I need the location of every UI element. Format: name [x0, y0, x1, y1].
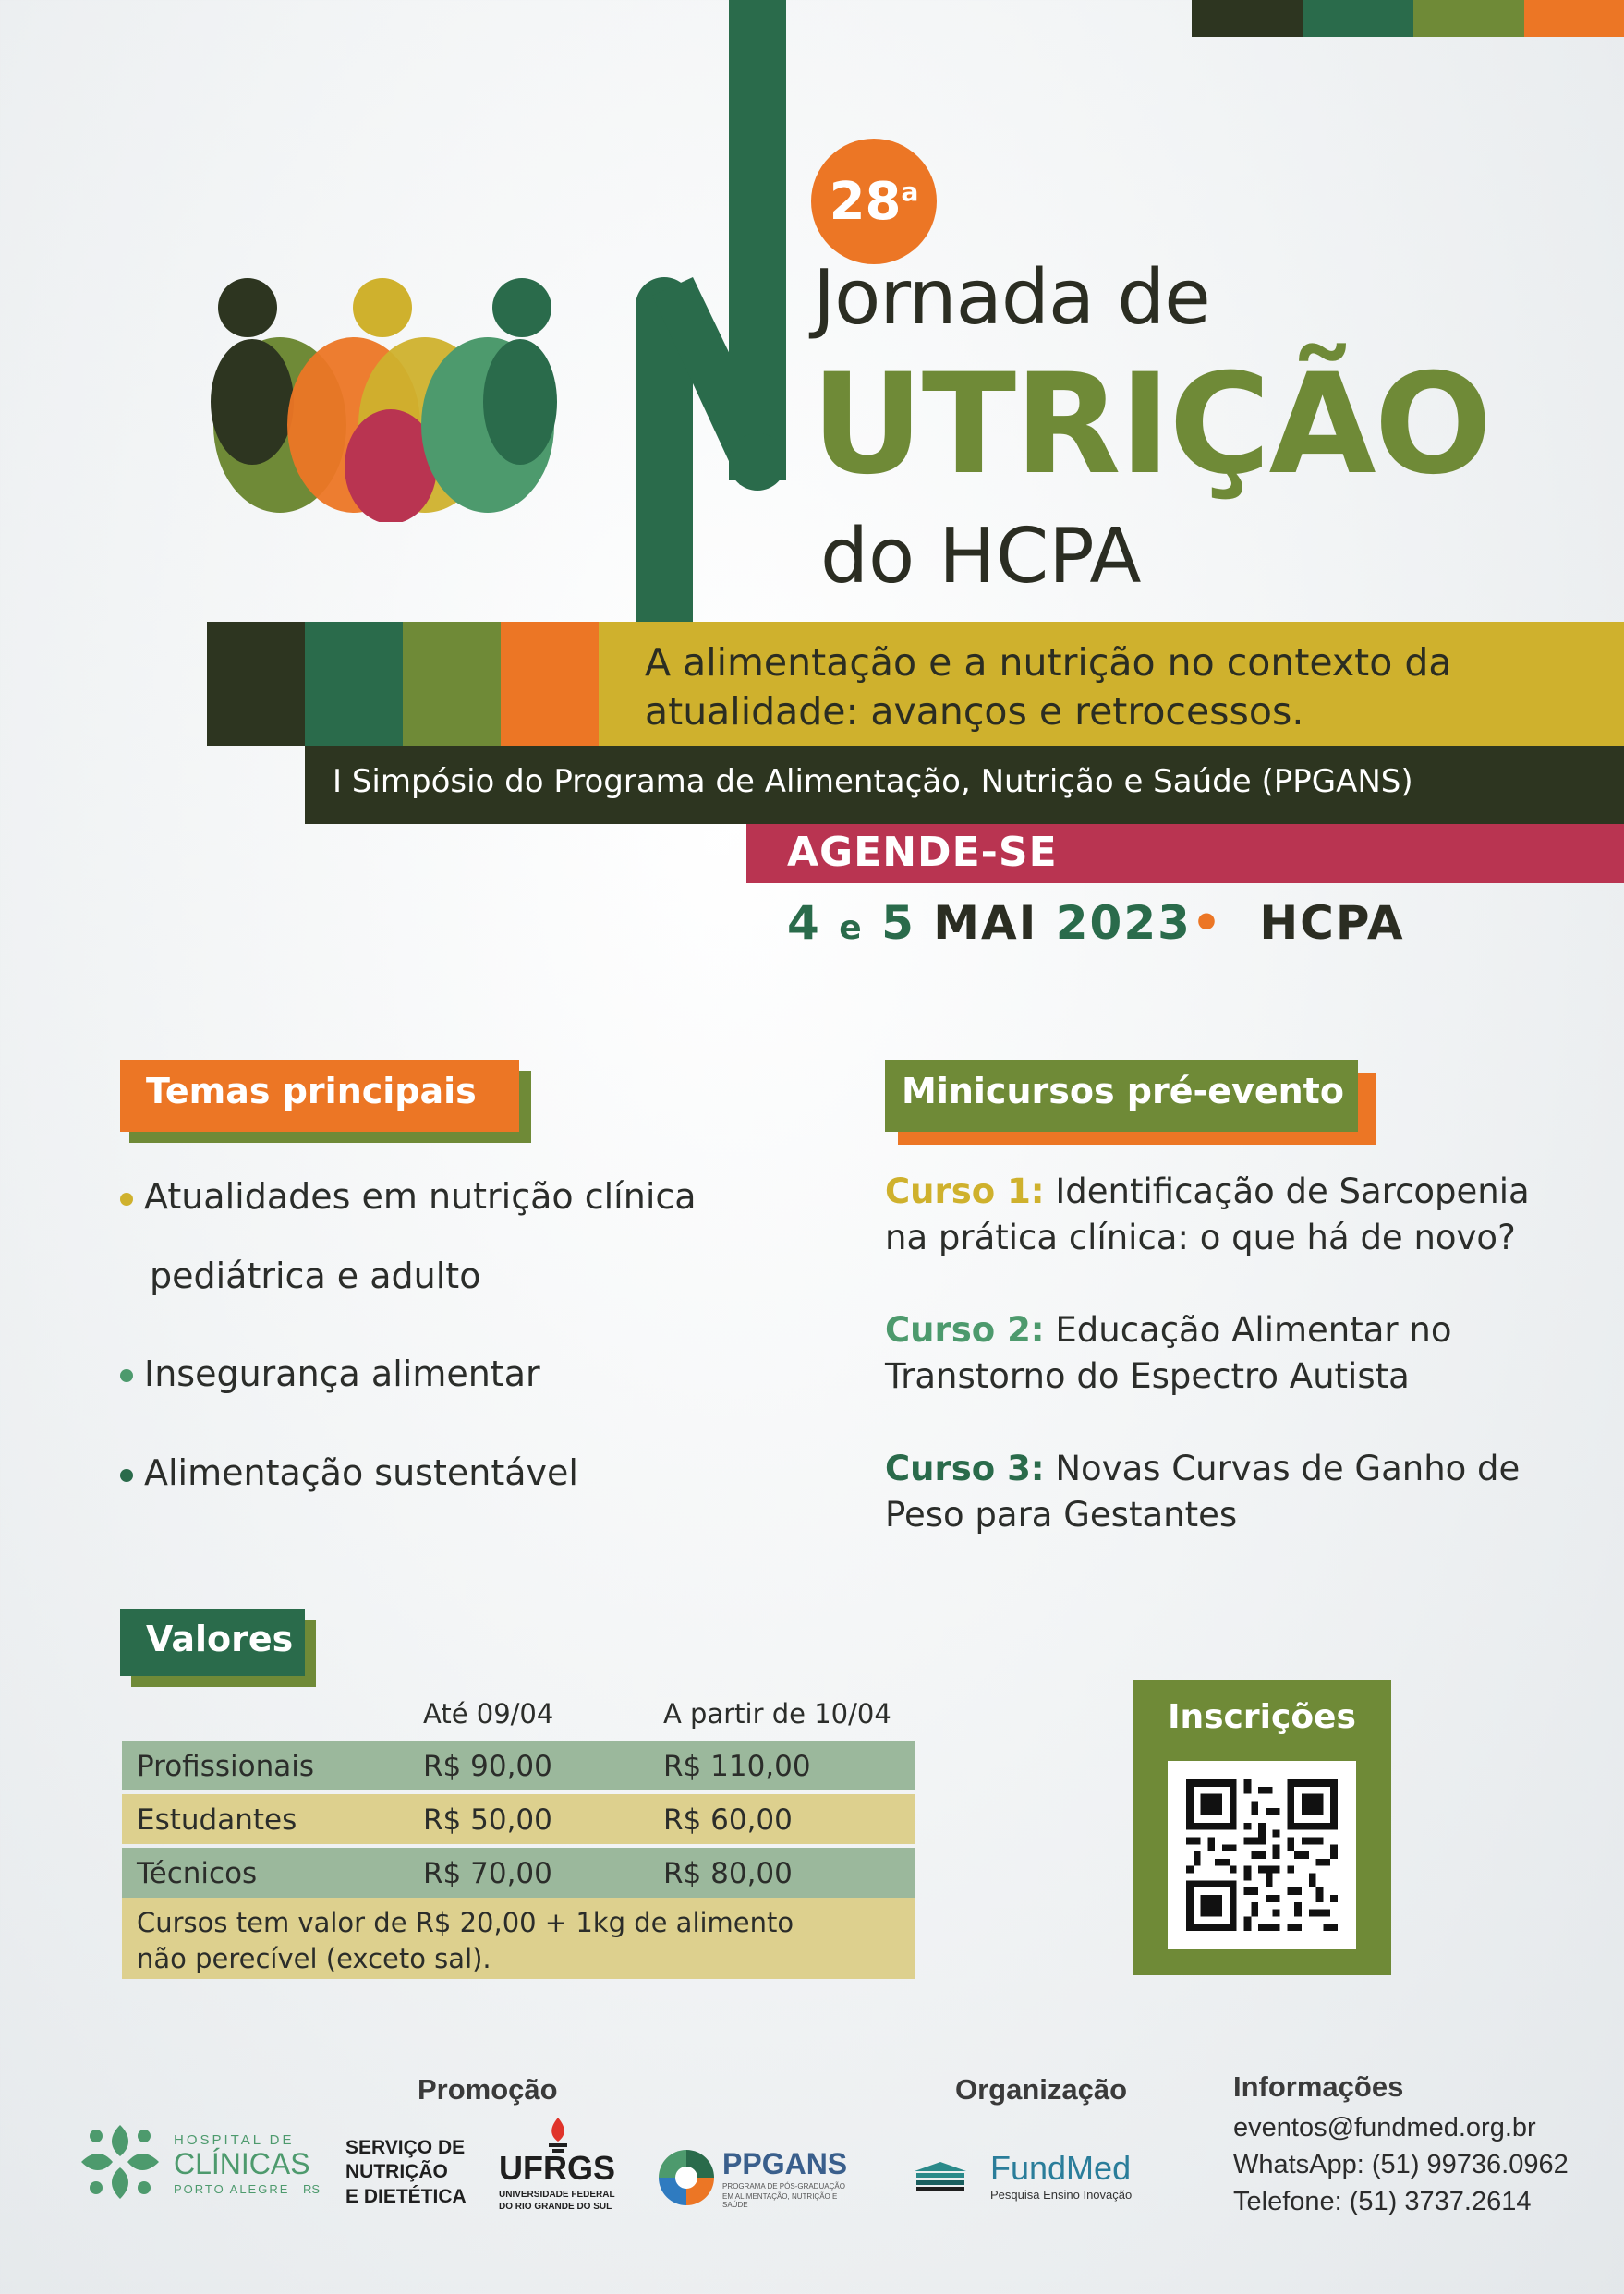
snd-line-2: NUTRIÇÃO: [345, 2161, 448, 2183]
courses-heading: Minicursos pré-evento: [885, 1060, 1376, 1145]
table-row: [122, 1848, 915, 1898]
date-month: MAI: [933, 896, 1038, 950]
snd-line-3: E DIETÉTICA: [345, 2185, 467, 2207]
theme-item: Alimentação sustentável: [120, 1454, 785, 1493]
edition-number: 28: [829, 171, 902, 232]
contact-whatsapp[interactable]: WhatsApp: (51) 99736.0962: [1233, 2150, 1569, 2180]
price-category: Profissionais: [137, 1750, 314, 1783]
fundmed-name: FundMed: [990, 2149, 1132, 2187]
ppgans-sub-1: PROGRAMA DE PÓS-GRADUAÇÃO: [722, 2182, 845, 2191]
title-hcpa: do HCPA: [820, 513, 1142, 601]
hc-line-3: PORTO ALEGRE: [174, 2182, 290, 2196]
date-year: 2023: [1055, 896, 1192, 950]
price-note-line-1: Cursos tem valor de R$ 20,00 + 1kg de alimento: [137, 1907, 794, 1938]
course-item: Curso 2: Educação Alimentar no Transtorno do Espectro Autista: [885, 1309, 1452, 1396]
table-row: [122, 1794, 915, 1844]
ufrgs-name: UFRGS: [499, 2149, 615, 2187]
price-col-late: A partir de 10/04: [663, 1698, 891, 1730]
date-separator: •: [1191, 896, 1223, 950]
price-category: Técnicos: [137, 1857, 258, 1890]
price-late: R$ 80,00: [663, 1857, 793, 1890]
ppgans-logo: [656, 2147, 859, 2212]
people-logo-icon: [211, 273, 562, 522]
date-day-1: 4: [787, 896, 821, 950]
top-color-strip: [1192, 0, 1624, 37]
promo-heading: Promoção: [418, 2073, 558, 2106]
ufrgs-logo: [495, 2116, 634, 2217]
edition-suffix: a: [901, 176, 919, 207]
ppgans-sub-2: EM ALIMENTAÇÃO, NUTRIÇÃO E SAÚDE: [722, 2192, 838, 2209]
price-early: R$ 50,00: [423, 1803, 552, 1837]
ufrgs-sub-1: UNIVERSIDADE FEDERAL: [499, 2190, 615, 2200]
themes-heading: Temas principais: [120, 1060, 531, 1143]
title-nutricao: UTRIÇÃO: [811, 345, 1491, 505]
ppgans-circle-icon: [656, 2147, 717, 2208]
price-early: R$ 90,00: [423, 1750, 552, 1783]
qr-code-icon[interactable]: [1168, 1761, 1356, 1949]
edition-badge: [811, 139, 937, 264]
color-bars: [207, 622, 599, 746]
hospital-clinicas-logo: [78, 2116, 327, 2208]
theme-item: Insegurança alimentar: [120, 1355, 785, 1394]
event-subtitle: [599, 622, 1624, 746]
ufrgs-sub-2: DO RIO GRANDE DO SUL: [499, 2202, 612, 2212]
contact-info: [1233, 2109, 1569, 2220]
bullet-icon: [120, 1469, 133, 1482]
course-item: Curso 3: Novas Curvas de Ganho de Peso para Gestantes: [885, 1448, 1521, 1535]
title-jornada: Jornada de: [813, 254, 1210, 342]
fundmed-building-icon: [911, 2158, 970, 2191]
courses-list: [885, 1169, 1550, 1538]
event-date: [787, 896, 1405, 950]
price-note: [122, 1898, 915, 1979]
contact-phone[interactable]: Telefone: (51) 3737.2614: [1233, 2187, 1532, 2217]
hospital-cross-icon: [78, 2116, 163, 2208]
agende-se-banner: AGENDE-SE: [746, 824, 1624, 883]
theme-item-cont: pediátrica e adulto: [150, 1255, 481, 1296]
themes-list: [120, 1178, 785, 1493]
price-late: R$ 110,00: [663, 1750, 811, 1783]
hc-line-4: RS: [303, 2182, 321, 2196]
date-and: e: [839, 909, 864, 947]
date-day-2: 5: [881, 896, 915, 950]
hc-line-1: HOSPITAL DE: [174, 2132, 295, 2148]
big-letter-n: [634, 0, 818, 632]
hc-line-2: CLÍNICAS: [174, 2147, 310, 2180]
subtitle-line-2: atualidade: avanços e retrocessos.: [645, 689, 1304, 734]
prices-heading: Valores: [120, 1609, 316, 1687]
simposio-banner: I Simpósio do Programa de Alimentação, Nutrição e Saúde (PPGANS): [305, 746, 1624, 824]
bullet-icon: [120, 1193, 133, 1206]
price-late: R$ 60,00: [663, 1803, 793, 1837]
course-item: Curso 1: Identificação de Sarcopenia na prática clínica: o que há de novo?: [885, 1171, 1530, 1257]
bullet-icon: [120, 1369, 133, 1382]
registration-box[interactable]: [1133, 1680, 1391, 1975]
fundmed-sub: Pesquisa Ensino Inovação: [990, 2188, 1133, 2202]
servico-nutricao-logo: [345, 2136, 467, 2209]
price-col-early: Até 09/04: [423, 1698, 554, 1730]
fundmed-logo: [911, 2149, 1151, 2204]
theme-item: Atualidades em nutrição clínica: [120, 1178, 785, 1217]
price-early: R$ 70,00: [423, 1857, 552, 1890]
price-category: Estudantes: [137, 1803, 297, 1837]
event-logo-people: [211, 273, 562, 522]
table-row: [122, 1741, 915, 1790]
price-note-line-2: não perecível (exceto sal).: [137, 1943, 491, 1975]
ppgans-name: PPGANS: [722, 2147, 848, 2180]
info-heading: Informações: [1233, 2070, 1404, 2103]
contact-email[interactable]: eventos@fundmed.org.br: [1233, 2113, 1536, 2142]
org-heading: Organização: [955, 2073, 1128, 2106]
snd-line-1: SERVIÇO DE: [345, 2137, 466, 2158]
event-location: HCPA: [1259, 896, 1405, 950]
registration-label: Inscrições: [1168, 1698, 1356, 1736]
subtitle-line-1: A alimentação e a nutrição no contexto da: [645, 640, 1452, 685]
